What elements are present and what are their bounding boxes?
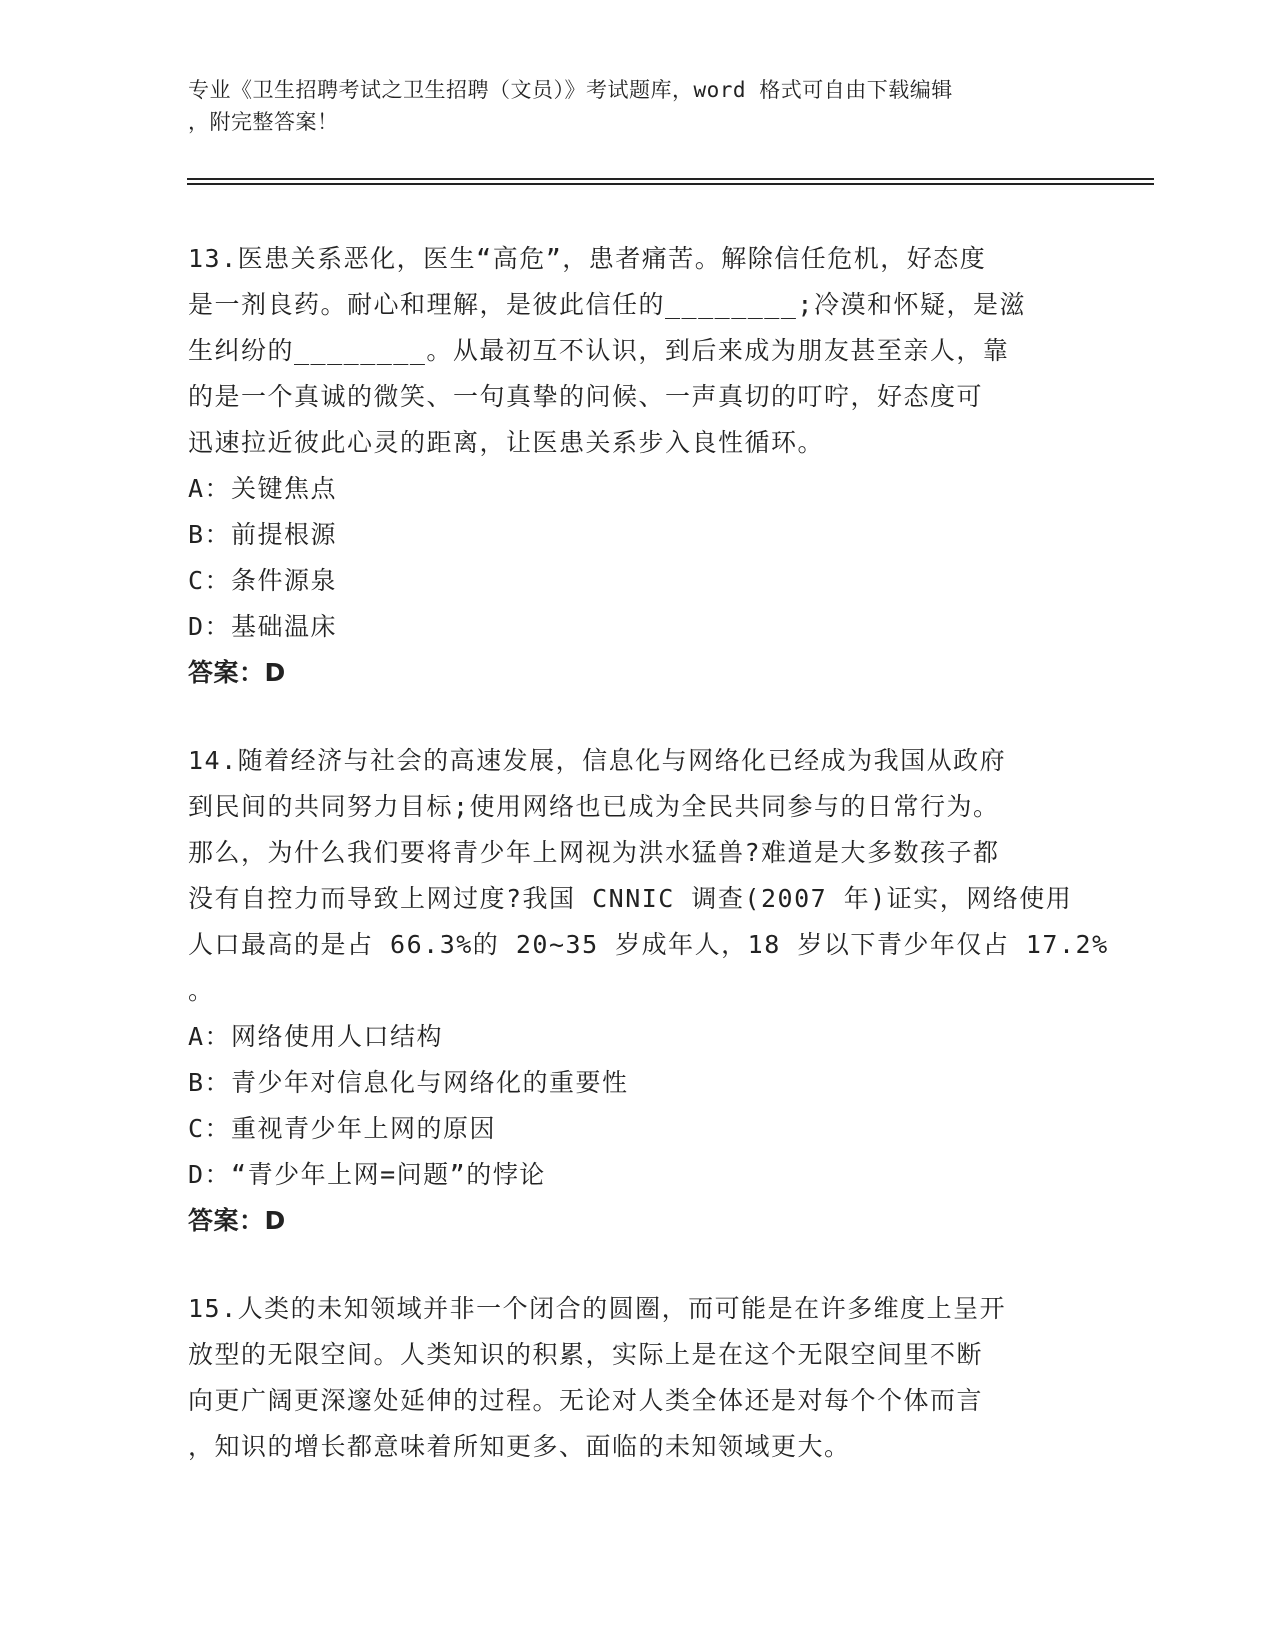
option-a: A：关键焦点 (188, 474, 338, 503)
question-15 (188, 1286, 1098, 1470)
answer-label: 答案：D (188, 1206, 286, 1235)
question-stem-line: 放型的无限空间。人类知识的积累，实际上是在这个无限空间里不断 (188, 1340, 984, 1369)
option-b: B：前提根源 (188, 520, 338, 549)
question-spacer (188, 1244, 1098, 1286)
question-stem-line: 的是一个真诚的微笑、一句真挚的问候、一声真切的叮咛，好态度可 (188, 382, 984, 411)
question-14 (188, 738, 1109, 1244)
option-c: C：重视青少年上网的原因 (188, 1114, 497, 1143)
header-line: ，附完整答案！ (188, 110, 339, 134)
question-stem-line: 没有自控力而导致上网过度?我国 CNNIC 调查(2007 年)证实，网络使用 (188, 884, 1073, 913)
question-stem-line: 那么，为什么我们要将青少年上网视为洪水猛兽?难道是大多数孩子都 (188, 838, 1000, 867)
option-c: C：条件源泉 (188, 566, 338, 595)
answer-label: 答案：D (188, 658, 286, 687)
header-line: 专业《卫生招聘考试之卫生招聘（文员）》考试题库，word 格式可自由下载编辑 (188, 78, 953, 102)
question-13 (188, 236, 1098, 696)
question-stem-line: 。 (188, 976, 215, 1005)
question-stem-line: 向更广阔更深邃处延伸的过程。无论对人类全体还是对每个个体而言 (188, 1386, 984, 1415)
question-stem-line: 13.医患关系恶化，医生“高危”，患者痛苦。解除信任危机，好态度 (188, 244, 987, 273)
option-d: D：“青少年上网=问题”的悖论 (188, 1160, 546, 1189)
header-divider (187, 178, 1154, 180)
question-stem-line: 迅速拉近彼此心灵的距离，让医患关系步入良性循环。 (188, 428, 825, 457)
question-stem-line: 是一剂良药。耐心和理解，是彼此信任的________;冷漠和怀疑，是滋 (188, 290, 1026, 319)
question-stem-line: ，知识的增长都意味着所知更多、面临的未知领域更大。 (188, 1432, 851, 1461)
question-stem-line: 生纠纷的________。从最初互不认识，到后来成为朋友甚至亲人，靠 (188, 336, 1010, 365)
question-spacer (188, 696, 1098, 738)
document-header (188, 74, 1068, 138)
option-d: D：基础温床 (188, 612, 338, 641)
header-divider (187, 183, 1154, 185)
question-stem-line: 人口最高的是占 66.3%的 20~35 岁成年人，18 岁以下青少年仅占 17.2% (188, 930, 1109, 959)
question-stem-line: 到民间的共同努力目标;使用网络也已成为全民共同参与的日常行为。 (188, 792, 1000, 821)
question-list (188, 236, 1109, 1470)
option-b: B：青少年对信息化与网络化的重要性 (188, 1068, 629, 1097)
question-stem-line: 15.人类的未知领域并非一个闭合的圆圈，而可能是在许多维度上呈开 (188, 1294, 1007, 1323)
question-stem-line: 14.随着经济与社会的高速发展，信息化与网络化已经成为我国从政府 (188, 746, 1007, 775)
option-a: A：网络使用人口结构 (188, 1022, 444, 1051)
